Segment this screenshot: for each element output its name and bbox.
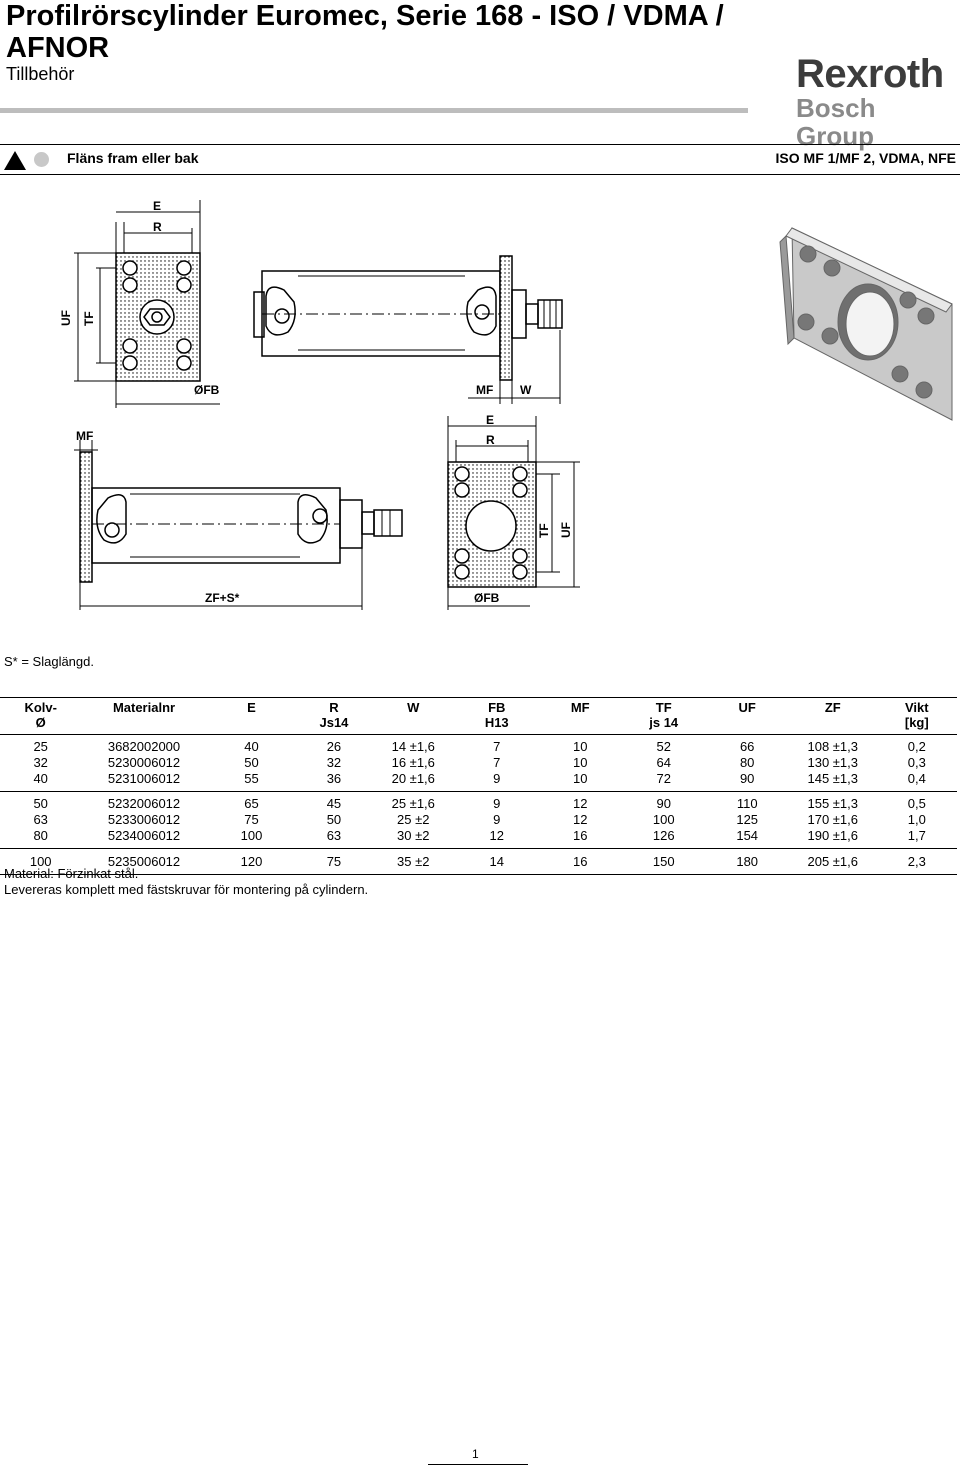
table-cell: 145 ±1,3 xyxy=(807,771,859,786)
table-cell: 64 xyxy=(656,755,671,770)
table-row xyxy=(0,755,957,771)
table-cell: 9 xyxy=(493,796,501,811)
table-cell: 65 xyxy=(244,796,259,811)
table-cell: 9 xyxy=(493,771,501,786)
logo-group-name: Bosch Group xyxy=(796,93,876,151)
col-header: E xyxy=(247,700,256,715)
table-cell: 120 xyxy=(240,854,263,869)
table-cell: 25 xyxy=(33,739,48,754)
table-cell: 50 xyxy=(244,755,259,770)
label-mf-bottom: MF xyxy=(76,429,94,443)
table-cell: 100 xyxy=(652,812,675,827)
table-cell: 1,0 xyxy=(907,812,926,827)
col-header: FB H13 xyxy=(484,700,509,730)
label-tf-top: TF xyxy=(82,311,96,326)
table-cell: 150 xyxy=(652,854,675,869)
table-cell: 36 xyxy=(326,771,342,786)
section-standard: ISO MF 1/MF 2, VDMA, NFE xyxy=(775,150,956,166)
table-cell: 0,4 xyxy=(907,771,926,786)
page-subtitle: Tillbehör xyxy=(6,64,75,84)
table-cell: 205 ±1,6 xyxy=(807,854,859,869)
table-cell: 0,2 xyxy=(907,739,926,754)
flange-isometric-view xyxy=(780,228,952,420)
logo-wordmark: Rexroth xyxy=(796,52,944,96)
table-cell: 32 xyxy=(326,755,342,770)
triangle-icon xyxy=(4,151,26,170)
col-header: UF xyxy=(738,700,756,715)
table-cell: 108 ±1,3 xyxy=(807,739,859,754)
table-cell: 5231006012 xyxy=(107,771,181,786)
table-cell: 10 xyxy=(572,739,588,754)
label-uf-bottom: UF xyxy=(559,522,573,538)
table-cell: 50 xyxy=(33,796,48,811)
label-mf-top: MF xyxy=(476,383,494,397)
delivery-note: Levereras komplett med fästskruvar för montering på cylindern. xyxy=(4,882,369,897)
col-header: Materialnr xyxy=(112,700,176,715)
header-rule xyxy=(0,108,748,113)
table-cell: 126 xyxy=(652,828,675,843)
table-cell: 100 xyxy=(29,854,52,869)
table-cell: 63 xyxy=(326,828,342,843)
table-row xyxy=(0,735,957,756)
table-cell: 12 xyxy=(572,812,588,827)
page-title: Profilrörscylinder Euromec, Serie 168 - ISO / VDMA / AFNOR xyxy=(6,0,724,64)
cylinder-side-view-bottom xyxy=(74,440,402,610)
table-cell: 90 xyxy=(739,771,755,786)
table-cell: 2,3 xyxy=(907,854,926,869)
table-row xyxy=(0,771,957,792)
stroke-note: S* = Slaglängd. xyxy=(4,654,94,669)
table-cell: 10 xyxy=(572,755,588,770)
table-cell: 1,7 xyxy=(907,828,926,843)
table-cell: 25 ±1,6 xyxy=(391,796,435,811)
col-header: Vikt [kg] xyxy=(904,700,929,730)
table-cell: 52 xyxy=(656,739,671,754)
table-cell: 50 xyxy=(326,812,342,827)
table-cell: 0,3 xyxy=(907,755,926,770)
col-header: MF xyxy=(570,700,590,715)
table-cell: 9 xyxy=(493,812,501,827)
col-header: TF js 14 xyxy=(649,700,679,730)
table-cell: 32 xyxy=(33,755,48,770)
table-cell: 125 xyxy=(736,812,759,827)
label-zf-s: ZF+S* xyxy=(205,591,240,605)
table-cell: 16 xyxy=(572,828,588,843)
flange-front-view-top xyxy=(74,200,220,408)
table-cell: 5232006012 xyxy=(107,796,181,811)
col-header: W xyxy=(407,700,420,715)
table-cell: 12 xyxy=(489,828,504,843)
technical-drawing xyxy=(0,190,960,620)
table-cell: 3682002000 xyxy=(107,739,181,754)
table-cell: 30 ±2 xyxy=(397,828,430,843)
table-cell: 40 xyxy=(33,771,48,786)
table-cell: 180 xyxy=(736,854,759,869)
table-cell: 66 xyxy=(739,739,755,754)
table-cell: 75 xyxy=(244,812,259,827)
table-cell: 100 xyxy=(240,828,263,843)
dimensions-table xyxy=(0,697,957,875)
table-cell: 5233006012 xyxy=(107,812,181,827)
table-cell: 14 ±1,6 xyxy=(391,739,435,754)
page-number-rule xyxy=(428,1464,528,1465)
table-cell: 55 xyxy=(244,771,259,786)
label-uf-top: UF xyxy=(59,310,73,326)
table-cell: 40 xyxy=(244,739,259,754)
table-row xyxy=(0,812,957,828)
label-r-bottom: R xyxy=(486,433,495,447)
table-row xyxy=(0,792,957,813)
table-cell: 26 xyxy=(326,739,342,754)
section-title: Fläns fram eller bak xyxy=(67,150,199,166)
table-cell: 5230006012 xyxy=(107,755,181,770)
table-cell: 0,5 xyxy=(907,796,926,811)
table-footnotes xyxy=(4,866,368,898)
table-row xyxy=(0,828,957,849)
table-cell: 25 ±2 xyxy=(397,812,430,827)
label-e-bottom: E xyxy=(486,413,495,427)
table-cell: 110 xyxy=(736,796,758,811)
table-cell: 170 ±1,6 xyxy=(807,812,859,827)
table-cell: 155 ±1,3 xyxy=(807,796,859,811)
table-cell: 16 xyxy=(572,854,588,869)
cylinder-side-view-top xyxy=(254,256,562,404)
table-cell: 10 xyxy=(572,771,588,786)
label-w-top: W xyxy=(520,383,532,397)
table-cell: 80 xyxy=(739,755,755,770)
table-header-row xyxy=(0,698,957,735)
section-bar xyxy=(0,144,960,175)
col-header: Kolv- Ø xyxy=(24,700,57,730)
col-header: R Js14 xyxy=(319,700,349,730)
table-cell: 75 xyxy=(326,854,342,869)
table-cell: 80 xyxy=(33,828,48,843)
label-r-top: R xyxy=(153,220,162,234)
label-fb-bottom: ØFB xyxy=(474,591,500,605)
table-cell: 5235006012 xyxy=(107,854,181,869)
table-cell: 154 xyxy=(736,828,759,843)
table-cell: 7 xyxy=(493,755,501,770)
table-cell: 16 ±1,6 xyxy=(391,755,435,770)
table-cell: 12 xyxy=(572,796,588,811)
label-fb-top: ØFB xyxy=(194,383,220,397)
table-cell: 7 xyxy=(493,739,501,754)
table-cell: 5234006012 xyxy=(107,828,181,843)
table-cell: 72 xyxy=(656,771,671,786)
col-header: ZF xyxy=(824,700,841,715)
circle-icon xyxy=(34,152,49,167)
flange-front-view-bottom xyxy=(448,416,580,610)
table-cell: 130 ±1,3 xyxy=(807,755,859,770)
label-e-top: E xyxy=(153,199,162,213)
table-cell: 20 ±1,6 xyxy=(391,771,435,786)
table-cell: 190 ±1,6 xyxy=(807,828,859,843)
table-cell: 35 ±2 xyxy=(397,854,430,869)
label-tf-bottom: TF xyxy=(537,523,551,538)
brand-logo xyxy=(796,54,958,150)
table-cell: 14 xyxy=(489,854,504,869)
table-cell: 45 xyxy=(326,796,342,811)
page-number: 1 xyxy=(472,1447,479,1461)
table-cell: 90 xyxy=(656,796,671,811)
table-cell: 63 xyxy=(33,812,48,827)
material-note: Material: Förzinkat stål. xyxy=(4,866,139,881)
